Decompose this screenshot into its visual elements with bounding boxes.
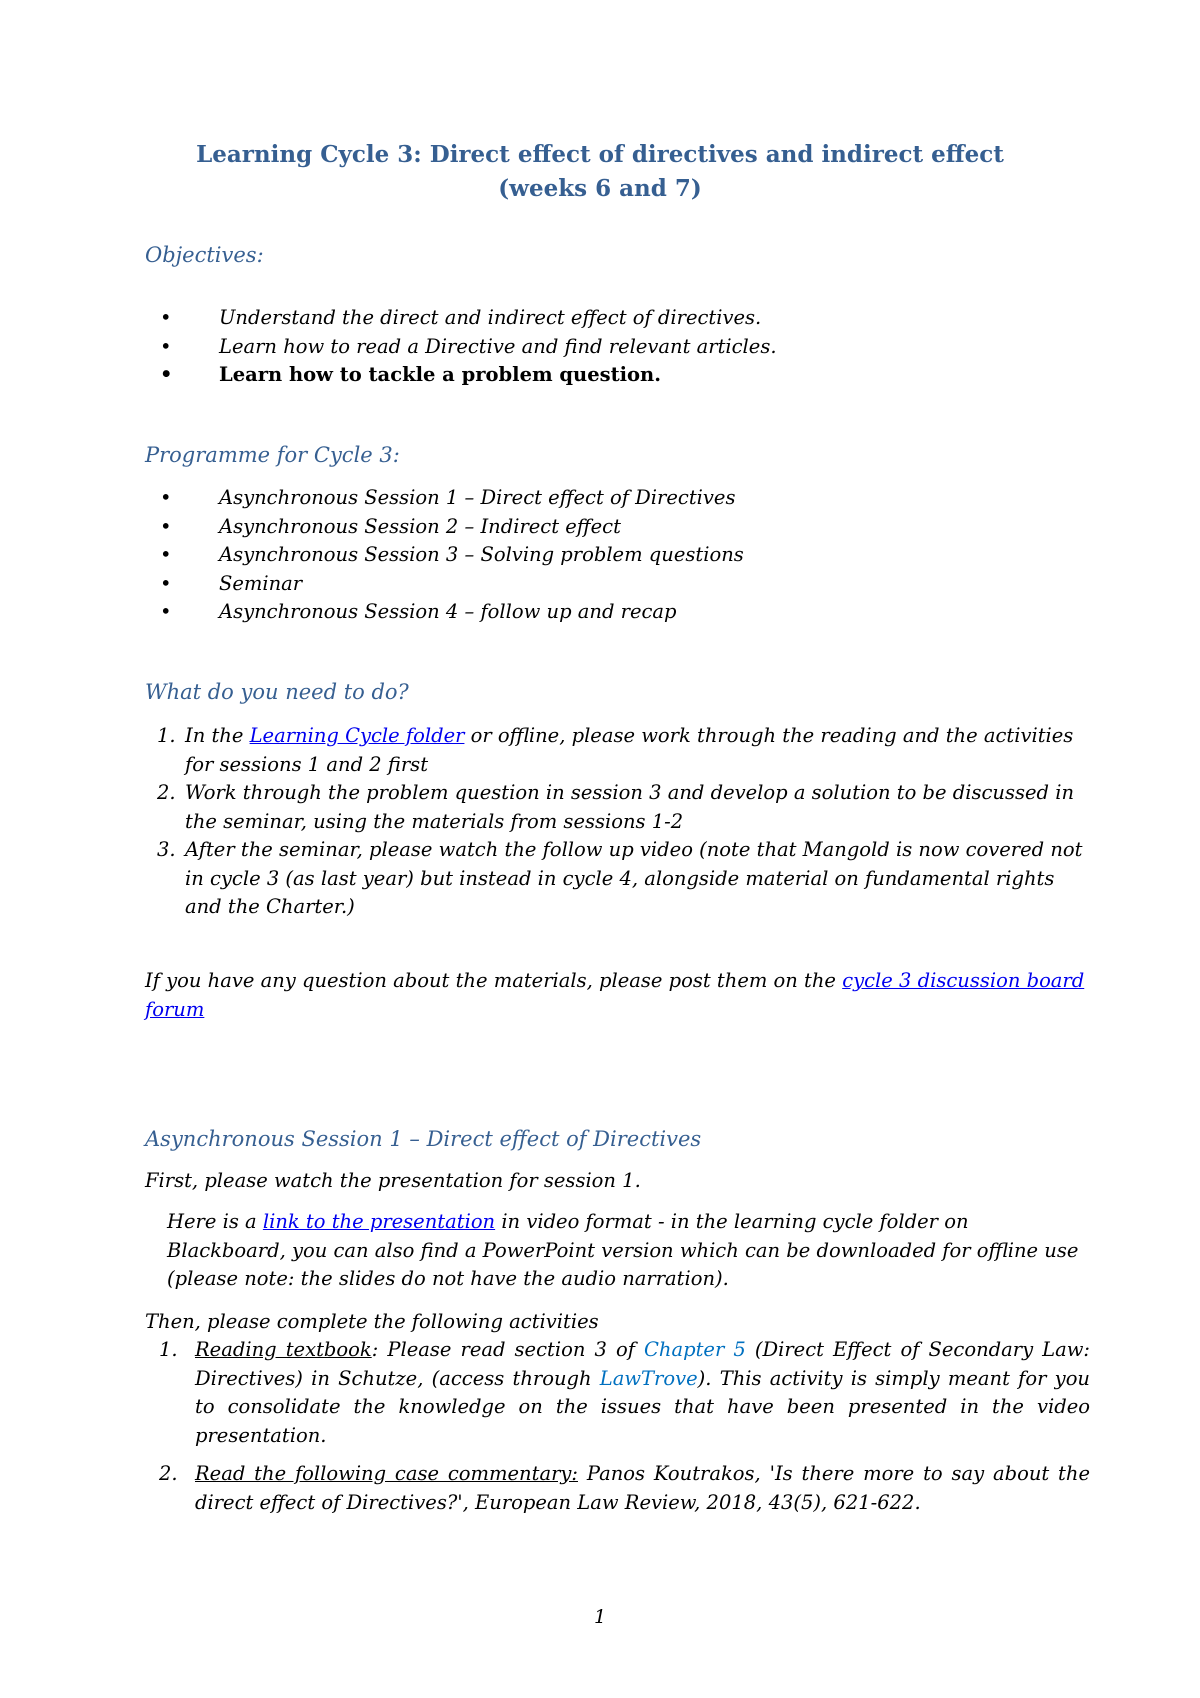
- page-title: [0, 138, 1200, 206]
- bullet-icon: •: [160, 571, 172, 595]
- objectives-list: [145, 304, 777, 390]
- bullet-icon: •: [160, 363, 173, 386]
- title-line-2: (weeks 6 and 7): [498, 175, 702, 202]
- bullet-icon: •: [160, 334, 172, 358]
- learning-cycle-folder-link[interactable]: Learning Cycle folder: [249, 724, 465, 747]
- session1-heading: Asynchronous Session 1 – Direct effect of Directives: [145, 1127, 702, 1151]
- programme-heading: Programme for Cycle 3:: [145, 443, 400, 467]
- activity-label: Read the following case commentary:: [195, 1462, 578, 1485]
- presentation-paragraph: Here is a link to the presentation in video format - in the learning cycle folder on Blackboard, you can also find a PowerPoint version which can be downloaded for offline use (please note: the slides do not have the audio narration).: [167, 1210, 1079, 1290]
- bullet-icon: •: [160, 514, 172, 538]
- bullet-icon: •: [160, 600, 172, 623]
- discussion-board-link[interactable]: cycle 3 discussion board forum: [145, 969, 1085, 1021]
- list-item: • Asynchronous Session 3 – Solving problem questions: [145, 541, 744, 570]
- list-item: 2. Read the following case commentary: Panos Koutrakos, 'Is there more to say about the direct effect of Directives?', European Law Review, 2018, 43(5), 621-622.: [159, 1462, 1090, 1514]
- list-item: • Understand the direct and indirect effect of directives.: [145, 304, 777, 333]
- question-paragraph: If you have any question about the materials, please post them on the cycle 3 discussion board forum: [145, 969, 1085, 1021]
- todo-steps: [145, 722, 1090, 922]
- list-item: • Learn how to read a Directive and find relevant articles.: [145, 333, 777, 362]
- programme-list: [145, 484, 744, 627]
- bullet-icon: •: [160, 306, 172, 329]
- list-item: 1. In the Learning Cycle folder or offline, please work through the reading and the activities for sessions 1 and 2 first: [157, 724, 1074, 776]
- page-number: 1: [593, 1606, 607, 1628]
- list-item: • Seminar: [145, 570, 744, 599]
- activities-list: [145, 1336, 1090, 1517]
- activity-label: Reading textbook: [195, 1338, 372, 1361]
- bullet-icon: •: [160, 486, 172, 509]
- bullet-icon: •: [160, 543, 172, 566]
- list-item: • Asynchronous Session 2 – Indirect effect: [145, 513, 744, 542]
- list-item: 1. Reading textbook: Please read section 3 of Chapter 5 (Direct Effect of Secondary Law: Directives) in Schutze, (access through LawTrove). This activity is simply meant for you to consolidate the knowledge on the issues that have been presented in the video presentation.: [159, 1338, 1090, 1447]
- list-item: • Learn how to tackle a problem question.: [145, 361, 777, 390]
- session1-intro: First, please watch the presentation for session 1.: [145, 1169, 641, 1192]
- presentation-link[interactable]: link to the presentation: [262, 1210, 496, 1233]
- lawtrove-link[interactable]: LawTrove: [599, 1366, 698, 1390]
- list-item: 3. After the seminar, please watch the follow up video (note that Mangold is now covered not in cycle 3 (as last year) but instead in cycle 4, alongside material on fundamental rights and the Charter.): [157, 838, 1083, 918]
- chapter-5-link[interactable]: Chapter 5: [644, 1338, 746, 1361]
- objectives-heading: Objectives:: [145, 243, 264, 267]
- list-item: 2. Work through the problem question in session 3 and develop a solution to be discussed in the seminar, using the materials from sessions 1-2: [157, 781, 1075, 833]
- title-line-1: Learning Cycle 3: Direct effect of directives and indirect effect: [196, 141, 1004, 168]
- list-item: • Asynchronous Session 4 – follow up and recap: [145, 598, 744, 627]
- activities-intro: Then, please complete the following activities: [145, 1310, 599, 1333]
- list-item: • Asynchronous Session 1 – Direct effect of Directives: [145, 484, 744, 513]
- todo-heading: What do you need to do?: [145, 680, 409, 704]
